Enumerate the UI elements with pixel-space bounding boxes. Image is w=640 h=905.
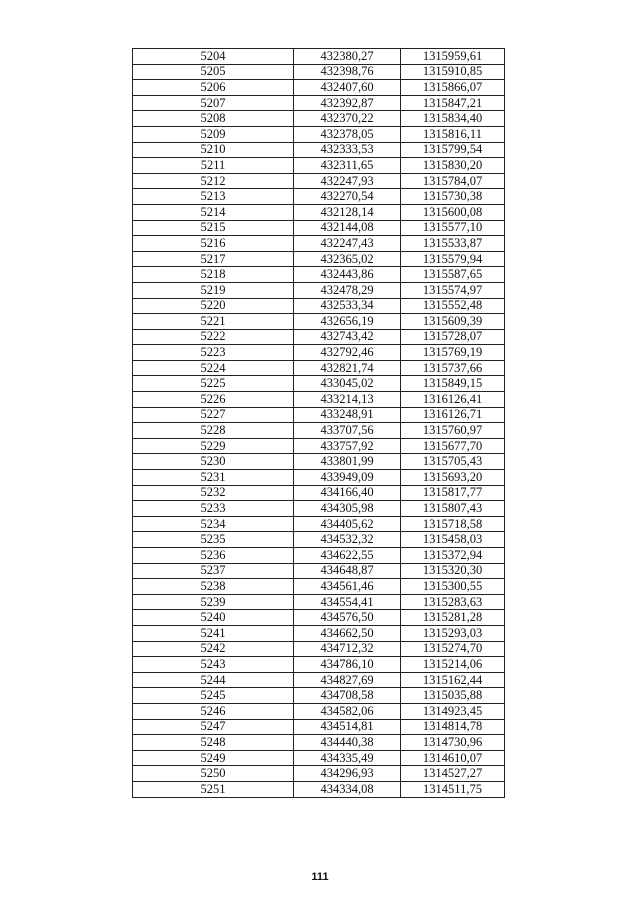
y-coordinate-cell: 1315372,94 [401, 548, 505, 564]
table-row [133, 407, 505, 423]
y-coordinate-cell: 1315552,48 [401, 298, 505, 314]
table-row [133, 282, 505, 298]
point-number-cell: 5247 [133, 719, 294, 735]
y-coordinate-cell: 1315035,88 [401, 688, 505, 704]
table-row [133, 516, 505, 532]
point-number-cell: 5249 [133, 750, 294, 766]
page-number: 111 [311, 871, 329, 883]
y-coordinate-cell: 1315728,07 [401, 329, 505, 345]
y-coordinate-cell: 1315293,03 [401, 625, 505, 641]
x-coordinate-cell: 432270,54 [294, 189, 401, 205]
x-coordinate-cell: 432128,14 [294, 204, 401, 220]
table-row [133, 470, 505, 486]
table-row [133, 548, 505, 564]
point-number-cell: 5218 [133, 267, 294, 283]
y-coordinate-cell: 1315705,43 [401, 454, 505, 470]
point-number-cell: 5208 [133, 111, 294, 127]
table-row [133, 688, 505, 704]
point-number-cell: 5233 [133, 501, 294, 517]
y-coordinate-cell: 1315816,11 [401, 126, 505, 142]
point-number-cell: 5217 [133, 251, 294, 267]
x-coordinate-cell: 432398,76 [294, 64, 401, 80]
x-coordinate-cell: 432443,86 [294, 267, 401, 283]
point-number-cell: 5245 [133, 688, 294, 704]
y-coordinate-cell: 1315693,20 [401, 470, 505, 486]
y-coordinate-cell: 1314610,07 [401, 750, 505, 766]
point-number-cell: 5227 [133, 407, 294, 423]
y-coordinate-cell: 1315737,66 [401, 360, 505, 376]
y-coordinate-cell: 1314814,78 [401, 719, 505, 735]
table-row [133, 80, 505, 96]
point-number-cell: 5213 [133, 189, 294, 205]
table-row [133, 126, 505, 142]
x-coordinate-cell: 434786,10 [294, 657, 401, 673]
table-row [133, 158, 505, 174]
point-number-cell: 5251 [133, 781, 294, 797]
y-coordinate-cell: 1316126,41 [401, 392, 505, 408]
point-number-cell: 5240 [133, 610, 294, 626]
x-coordinate-cell: 432370,22 [294, 111, 401, 127]
table-row [133, 594, 505, 610]
x-coordinate-cell: 434305,98 [294, 501, 401, 517]
y-coordinate-cell: 1315959,61 [401, 49, 505, 65]
x-coordinate-cell: 434334,08 [294, 781, 401, 797]
y-coordinate-cell: 1315162,44 [401, 672, 505, 688]
x-coordinate-cell: 432144,08 [294, 220, 401, 236]
table-row [133, 532, 505, 548]
table-row [133, 438, 505, 454]
point-number-cell: 5205 [133, 64, 294, 80]
table-row [133, 298, 505, 314]
table-row [133, 376, 505, 392]
table-row [133, 189, 505, 205]
point-number-cell: 5229 [133, 438, 294, 454]
table-row [133, 220, 505, 236]
table-row [133, 454, 505, 470]
point-number-cell: 5230 [133, 454, 294, 470]
point-number-cell: 5206 [133, 80, 294, 96]
y-coordinate-cell: 1315730,38 [401, 189, 505, 205]
point-number-cell: 5243 [133, 657, 294, 673]
point-number-cell: 5241 [133, 625, 294, 641]
y-coordinate-cell: 1315281,28 [401, 610, 505, 626]
x-coordinate-cell: 432247,43 [294, 236, 401, 252]
point-number-cell: 5214 [133, 204, 294, 220]
y-coordinate-cell: 1315579,94 [401, 251, 505, 267]
point-number-cell: 5209 [133, 126, 294, 142]
table-row [133, 501, 505, 517]
y-coordinate-cell: 1314730,96 [401, 735, 505, 751]
table-row [133, 95, 505, 111]
point-number-cell: 5231 [133, 470, 294, 486]
y-coordinate-cell: 1314511,75 [401, 781, 505, 797]
x-coordinate-cell: 434576,50 [294, 610, 401, 626]
point-number-cell: 5246 [133, 703, 294, 719]
x-coordinate-cell: 432478,29 [294, 282, 401, 298]
table-row [133, 236, 505, 252]
point-number-cell: 5236 [133, 548, 294, 564]
point-number-cell: 5226 [133, 392, 294, 408]
x-coordinate-cell: 433248,91 [294, 407, 401, 423]
x-coordinate-cell: 432380,27 [294, 49, 401, 65]
point-number-cell: 5238 [133, 579, 294, 595]
x-coordinate-cell: 434662,50 [294, 625, 401, 641]
x-coordinate-cell: 434582,06 [294, 703, 401, 719]
table-row [133, 345, 505, 361]
point-number-cell: 5234 [133, 516, 294, 532]
x-coordinate-cell: 432656,19 [294, 314, 401, 330]
y-coordinate-cell: 1315849,15 [401, 376, 505, 392]
x-coordinate-cell: 434622,55 [294, 548, 401, 564]
point-number-cell: 5207 [133, 95, 294, 111]
table-row [133, 64, 505, 80]
x-coordinate-cell: 433949,09 [294, 470, 401, 486]
table-row [133, 781, 505, 797]
table-row [133, 111, 505, 127]
point-number-cell: 5204 [133, 49, 294, 65]
x-coordinate-cell: 432792,46 [294, 345, 401, 361]
table-row [133, 703, 505, 719]
point-number-cell: 5235 [133, 532, 294, 548]
y-coordinate-cell: 1315834,40 [401, 111, 505, 127]
point-number-cell: 5212 [133, 173, 294, 189]
x-coordinate-cell: 434514,81 [294, 719, 401, 735]
x-coordinate-cell: 433801,99 [294, 454, 401, 470]
x-coordinate-cell: 433707,56 [294, 423, 401, 439]
x-coordinate-cell: 434296,93 [294, 766, 401, 782]
x-coordinate-cell: 432821,74 [294, 360, 401, 376]
table-row [133, 392, 505, 408]
y-coordinate-cell: 1315214,06 [401, 657, 505, 673]
x-coordinate-cell: 432378,05 [294, 126, 401, 142]
table-row [133, 563, 505, 579]
y-coordinate-cell: 1315769,19 [401, 345, 505, 361]
x-coordinate-cell: 433214,13 [294, 392, 401, 408]
point-number-cell: 5223 [133, 345, 294, 361]
table-row [133, 423, 505, 439]
point-number-cell: 5244 [133, 672, 294, 688]
y-coordinate-cell: 1315799,54 [401, 142, 505, 158]
y-coordinate-cell: 1315866,07 [401, 80, 505, 96]
y-coordinate-cell: 1314923,45 [401, 703, 505, 719]
table-row [133, 485, 505, 501]
x-coordinate-cell: 434712,32 [294, 641, 401, 657]
x-coordinate-cell: 432247,93 [294, 173, 401, 189]
y-coordinate-cell: 1315677,70 [401, 438, 505, 454]
table-row [133, 204, 505, 220]
y-coordinate-cell: 1315760,97 [401, 423, 505, 439]
table-row [133, 657, 505, 673]
table-row [133, 579, 505, 595]
x-coordinate-cell: 432743,42 [294, 329, 401, 345]
table-row [133, 314, 505, 330]
x-coordinate-cell: 432533,34 [294, 298, 401, 314]
point-number-cell: 5225 [133, 376, 294, 392]
x-coordinate-cell: 432311,65 [294, 158, 401, 174]
point-number-cell: 5242 [133, 641, 294, 657]
table-row [133, 735, 505, 751]
x-coordinate-cell: 434561,46 [294, 579, 401, 595]
table-row [133, 641, 505, 657]
y-coordinate-cell: 1315830,20 [401, 158, 505, 174]
coordinates-table-body [133, 49, 505, 798]
point-number-cell: 5248 [133, 735, 294, 751]
table-row [133, 329, 505, 345]
table-row [133, 173, 505, 189]
point-number-cell: 5222 [133, 329, 294, 345]
coordinates-table [132, 48, 505, 798]
x-coordinate-cell: 434708,58 [294, 688, 401, 704]
x-coordinate-cell: 433757,92 [294, 438, 401, 454]
x-coordinate-cell: 434827,69 [294, 672, 401, 688]
table-row [133, 360, 505, 376]
y-coordinate-cell: 1315283,63 [401, 594, 505, 610]
x-coordinate-cell: 434554,41 [294, 594, 401, 610]
y-coordinate-cell: 1315718,58 [401, 516, 505, 532]
x-coordinate-cell: 432407,60 [294, 80, 401, 96]
point-number-cell: 5221 [133, 314, 294, 330]
x-coordinate-cell: 432333,53 [294, 142, 401, 158]
table-row [133, 610, 505, 626]
y-coordinate-cell: 1315784,07 [401, 173, 505, 189]
x-coordinate-cell: 434405,62 [294, 516, 401, 532]
table-row [133, 766, 505, 782]
y-coordinate-cell: 1315300,55 [401, 579, 505, 595]
x-coordinate-cell: 432365,02 [294, 251, 401, 267]
point-number-cell: 5211 [133, 158, 294, 174]
point-number-cell: 5228 [133, 423, 294, 439]
y-coordinate-cell: 1315910,85 [401, 64, 505, 80]
x-coordinate-cell: 433045,02 [294, 376, 401, 392]
y-coordinate-cell: 1315807,43 [401, 501, 505, 517]
y-coordinate-cell: 1315609,39 [401, 314, 505, 330]
y-coordinate-cell: 1316126,71 [401, 407, 505, 423]
y-coordinate-cell: 1315574,97 [401, 282, 505, 298]
table-row [133, 719, 505, 735]
point-number-cell: 5215 [133, 220, 294, 236]
point-number-cell: 5216 [133, 236, 294, 252]
table-row [133, 672, 505, 688]
table-row [133, 750, 505, 766]
y-coordinate-cell: 1315458,03 [401, 532, 505, 548]
point-number-cell: 5219 [133, 282, 294, 298]
y-coordinate-cell: 1314527,27 [401, 766, 505, 782]
y-coordinate-cell: 1315577,10 [401, 220, 505, 236]
table-row [133, 625, 505, 641]
table-row [133, 267, 505, 283]
point-number-cell: 5237 [133, 563, 294, 579]
y-coordinate-cell: 1315600,08 [401, 204, 505, 220]
table-row [133, 49, 505, 65]
table-row [133, 142, 505, 158]
x-coordinate-cell: 434648,87 [294, 563, 401, 579]
table-row [133, 251, 505, 267]
y-coordinate-cell: 1315587,65 [401, 267, 505, 283]
y-coordinate-cell: 1315320,30 [401, 563, 505, 579]
point-number-cell: 5210 [133, 142, 294, 158]
point-number-cell: 5224 [133, 360, 294, 376]
x-coordinate-cell: 434532,32 [294, 532, 401, 548]
y-coordinate-cell: 1315847,21 [401, 95, 505, 111]
point-number-cell: 5232 [133, 485, 294, 501]
x-coordinate-cell: 434335,49 [294, 750, 401, 766]
x-coordinate-cell: 434440,38 [294, 735, 401, 751]
point-number-cell: 5239 [133, 594, 294, 610]
point-number-cell: 5250 [133, 766, 294, 782]
y-coordinate-cell: 1315817,77 [401, 485, 505, 501]
x-coordinate-cell: 432392,87 [294, 95, 401, 111]
y-coordinate-cell: 1315274,70 [401, 641, 505, 657]
point-number-cell: 5220 [133, 298, 294, 314]
y-coordinate-cell: 1315533,87 [401, 236, 505, 252]
x-coordinate-cell: 434166,40 [294, 485, 401, 501]
